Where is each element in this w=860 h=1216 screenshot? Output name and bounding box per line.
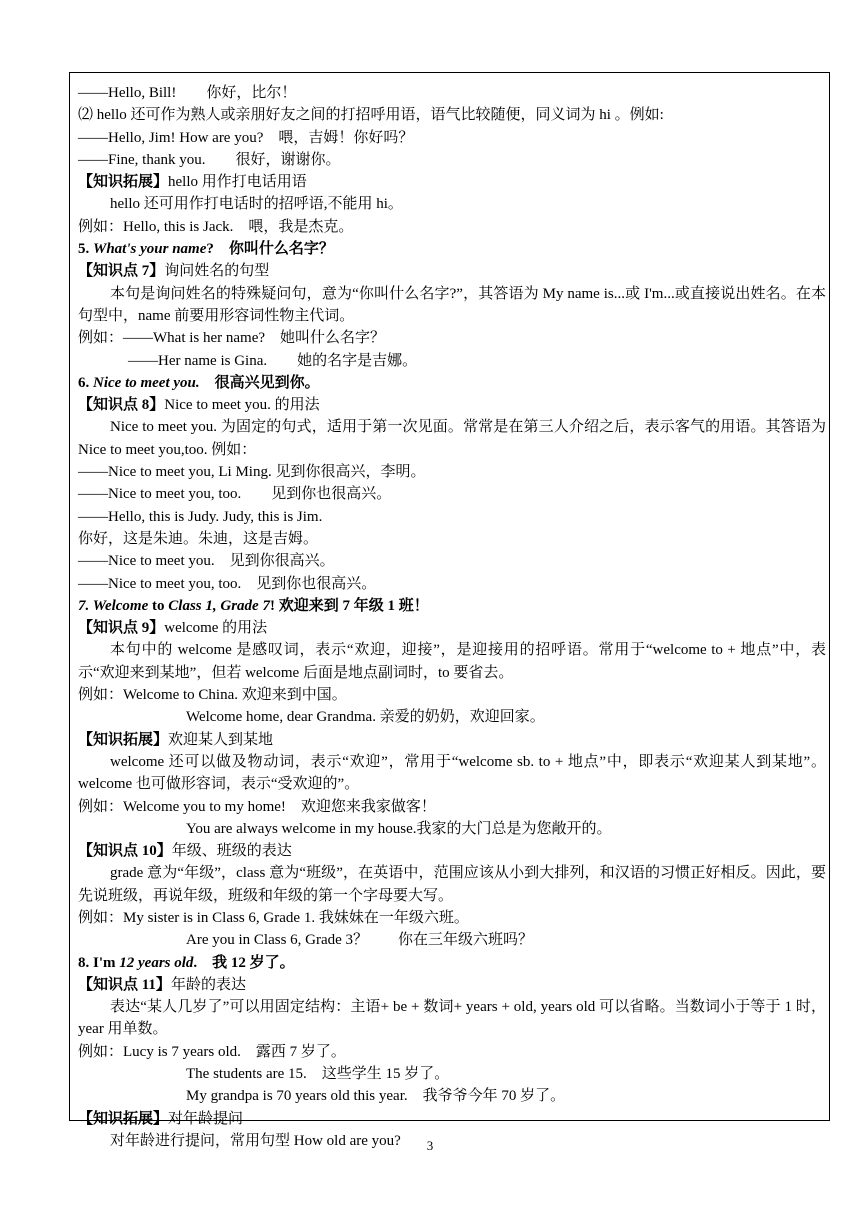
text-line: The students are 15. 这些学生 15 岁了。 [186, 1066, 450, 1083]
section-heading: 【知识拓展】欢迎某人到某地 [78, 731, 274, 748]
section-heading: 【知识点 9】welcome 的用法 [78, 620, 268, 637]
section-heading: 【知识点 8】Nice to meet you. 的用法 [78, 397, 320, 414]
text-line: 例如：Lucy is 7 years old. 露西 7 岁了。 [78, 1043, 346, 1060]
sentence-heading: 5. What's your name? 你叫什么名字？ [78, 241, 334, 258]
tag-label: 【知识点 9】 [78, 620, 165, 637]
paragraph: 本句中的 welcome 是感叹词，表示“欢迎，迎接”，是迎接用的招呼语。常用于“welcome to + 地点”中，表示“欢迎来到某地”，但若 welcome 后面是地点副词时，to 要省去。 [78, 642, 826, 681]
text-line: ——Nice to meet you, too. 见到你也很高兴。 [78, 575, 377, 592]
text-line: Welcome home, dear Grandma. 亲爱的奶奶，欢迎回家。 [186, 709, 545, 726]
text-line: 例如：Welcome to China. 欢迎来到中国。 [78, 687, 347, 704]
text-line: ——Nice to meet you, Li Ming. 见到你很高兴，李明。 [78, 464, 426, 481]
text-line: ⑵ hello 还可作为熟人或亲朋好友之间的打招呼用语，语气比较随便，同义词为 hi 。例如: [78, 107, 664, 124]
tag-label: 【知识拓展】 [78, 174, 169, 191]
tag-label: 【知识拓展】 [78, 1110, 169, 1127]
section-heading: 【知识点 10】年级、班级的表达 [78, 843, 292, 860]
tag-label: 【知识点 11】 [78, 976, 171, 993]
text-line: Are you in Class 6, Grade 3？ 你在三年级六班吗？ [186, 932, 534, 949]
page-number: 3 [426, 1138, 434, 1153]
sentence-heading: 6. Nice to meet you. 很高兴见到你。 [78, 374, 320, 391]
tag-label: 【知识拓展】 [78, 731, 169, 748]
paragraph: welcome 还可以做及物动词，表示“欢迎”，常用于“welcome sb. to + 地点”中，即表示“欢迎某人到某地”。welcome 也可做形容词，表示“受欢迎的”。 [78, 753, 826, 793]
text-line: 对年龄进行提问，常用句型 How old are you? [110, 1132, 401, 1149]
text-line: ——Her name is Gina. 她的名字是吉娜。 [128, 352, 418, 369]
text-line: 例如：——What is her name? 她叫什么名字？ [78, 330, 386, 347]
text-line: hello 还可用作打电话时的招呼语,不能用 hi。 [110, 196, 403, 213]
sentence-heading: 7. Welcome to Class 1, Grade 7! 欢迎来到 7 年级 1 班！ [78, 597, 429, 614]
text-line: 例如：Hello, this is Jack. 喂，我是杰克。 [78, 218, 354, 235]
text-line: 例如：My sister is in Class 6, Grade 1. 我妹妹在一年级六班。 [78, 909, 469, 926]
text-line: ——Hello, Bill! 你好，比尔！ [78, 85, 297, 101]
paragraph: Nice to meet you. 为固定的句式，适用于第一次见面。常常是在第三人介绍之后，表示客气的用语。其答语为 Nice to meet you,too. 例如： [78, 419, 826, 458]
text-line: 例如：Welcome you to my home! 欢迎您来我家做客！ [78, 798, 436, 815]
tag-label: 【知识点 8】 [78, 397, 165, 414]
text-line: ——Hello, this is Judy. Judy, this is Jim. [78, 508, 323, 525]
sentence-heading: 8. I'm 12 years old. 我 12 岁了。 [78, 954, 295, 971]
text-line: ——Hello, Jim! How are you? 喂，吉姆！你好吗？ [78, 129, 414, 146]
text-line: My grandpa is 70 years old this year. 我爷爷今年 70 岁了。 [186, 1088, 566, 1105]
section-heading: 【知识拓展】对年龄提问 [78, 1110, 244, 1127]
text-line: ——Nice to meet you. 见到你很高兴。 [78, 553, 335, 570]
text-line: 你好，这是朱迪。朱迪，这是吉姆。 [78, 530, 319, 547]
section-heading: 【知识点 7】询问姓名的句型 [78, 263, 270, 280]
section-heading: 【知识拓展】hello 用作打电话用语 [78, 174, 307, 191]
section-heading: 【知识点 11】年龄的表达 [78, 976, 246, 993]
text-line: ——Nice to meet you, too. 见到你也很高兴。 [78, 486, 392, 503]
paragraph: 表达“某人几岁了”可以用固定结构：主语+ be + 数词+ years + old, years old 可以省略。当数词小于等于 1 时，year 用单数。 [78, 999, 826, 1038]
tag-label: 【知识点 7】 [78, 263, 165, 280]
text-line: ——Fine, thank you. 很好，谢谢你。 [78, 151, 341, 168]
paragraph: 本句是询问姓名的特殊疑问句，意为“你叫什么名字?”，其答语为 My name is...或 I'm...或直接说出姓名。在本句型中，name 前要用形容词性物主代词。 [78, 285, 826, 324]
text-line: You are always welcome in my house.我家的大门总是为您敞开的。 [186, 820, 612, 837]
paragraph: grade 意为“年级”，class 意为“班级”，在英语中，范围应该从小到大排列，和汉语的习惯正好相反。因此，要先说班级，再说年级，班级和年级的第一个字母要大写。 [78, 865, 826, 904]
document-body [78, 82, 826, 1152]
tag-label: 【知识点 10】 [78, 843, 172, 860]
